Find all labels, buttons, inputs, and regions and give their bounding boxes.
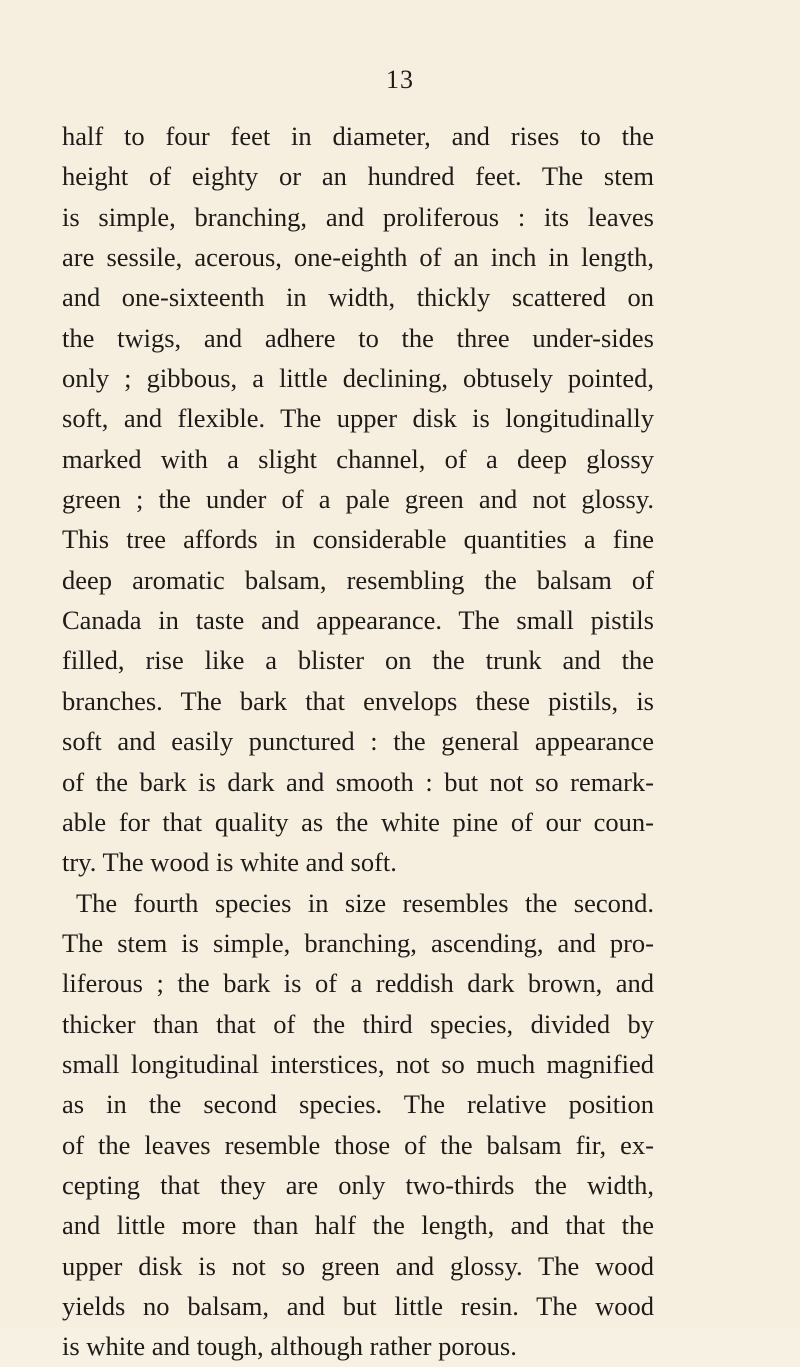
text-line: soft, and flexible. The upper disk is longitudinally [62, 403, 654, 434]
page-number: 13 [386, 65, 414, 94]
text-line: soft and easily punctured : the general appearance [62, 726, 654, 757]
text-line: yields no balsam, and but little resin. The wood [62, 1290, 654, 1321]
text-line: and one-sixteenth in width, thickly scattered on [62, 282, 654, 313]
text-line: cepting that they are only two-thirds the width, [62, 1169, 654, 1200]
text-line: upper disk is not so green and glossy. The wood [62, 1250, 654, 1281]
text-line: are sessile, acerous, one-eighth of an inch in length, [62, 242, 654, 273]
text-line: of the bark is dark and smooth : but not so remark- [62, 766, 654, 797]
text-line: is white and tough, although rather porous. [62, 1331, 517, 1362]
text-line: The stem is simple, branching, ascending, and pro- [62, 927, 654, 958]
text-line: thicker than that of the third species, divided by [62, 1008, 654, 1039]
text-line: branches. The bark that envelops these pistils, is [62, 685, 654, 716]
text-line: filled, rise like a blister on the trunk and the [62, 645, 654, 676]
text-line: This tree affords in considerable quantities a fine [62, 524, 654, 555]
text-line: Canada in taste and appearance. The small pistils [62, 605, 654, 636]
text-line: height of eighty or an hundred feet. The stem [62, 161, 654, 192]
text-line: small longitudinal interstices, not so much magnified [62, 1048, 654, 1079]
text-line: half to four feet in diameter, and rises to the [62, 121, 654, 151]
text-line: try. The wood is white and soft. [62, 847, 397, 878]
text-line: only ; gibbous, a little declining, obtusely pointed, [62, 363, 654, 394]
text-line: as in the second species. The relative position [62, 1089, 654, 1120]
text-line: deep aromatic balsam, resembling the balsam of [62, 564, 654, 595]
text-line: green ; the under of a pale green and not glossy. [62, 484, 654, 515]
text-line: able for that quality as the white pine of our coun- [62, 806, 654, 837]
text-line: marked with a slight channel, of a deep glossy [62, 443, 654, 474]
text-line: the twigs, and adhere to the three under-sides [62, 322, 654, 353]
text-line: of the leaves resemble those of the balsam fir, ex- [62, 1129, 654, 1160]
text-line: is simple, branching, and proliferous : its leaves [62, 201, 654, 232]
text-line: liferous ; the bark is of a reddish dark brown, and [62, 968, 654, 999]
text-line: and little more than half the length, and that the [62, 1210, 654, 1241]
body-text [62, 116, 654, 1367]
text-line: The fourth species in size resembles the second. [76, 887, 654, 918]
